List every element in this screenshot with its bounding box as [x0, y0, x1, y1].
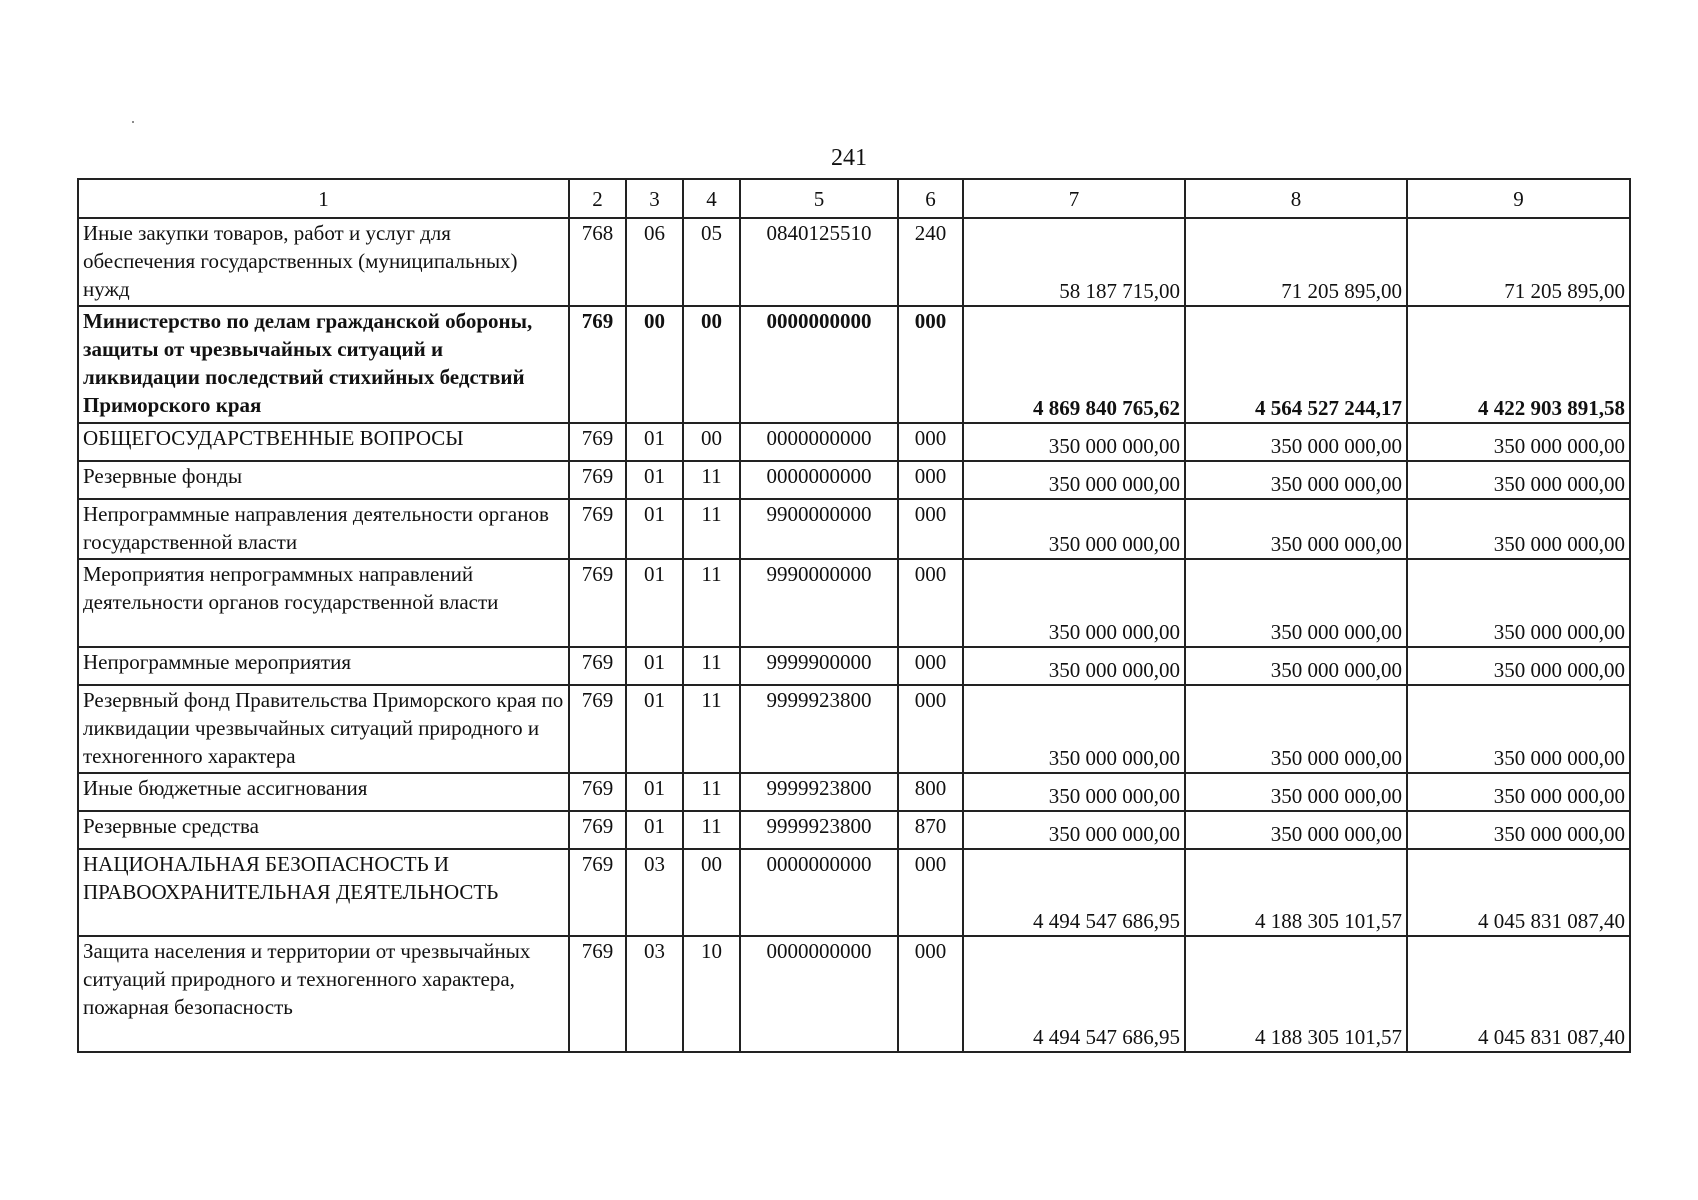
cell-code-4: 00: [683, 423, 740, 461]
row-name: Иные закупки товаров, работ и услуг для обеспечения государственных (муниципальных) нужд: [78, 218, 569, 306]
cell-amount-7: 350 000 000,00: [963, 461, 1185, 499]
cell-amount-8: 350 000 000,00: [1185, 773, 1407, 811]
row-name: Резервные фонды: [78, 461, 569, 499]
cell-code-5: 9900000000: [740, 499, 898, 559]
cell-amount-9: 350 000 000,00: [1407, 461, 1630, 499]
cell-code-4: 00: [683, 849, 740, 936]
table-row: [78, 647, 1630, 685]
cell-code-5: 0000000000: [740, 423, 898, 461]
cell-amount-7: 350 000 000,00: [963, 811, 1185, 849]
cell-amount-9: 4 422 903 891,58: [1407, 306, 1630, 423]
cell-amount-8: 350 000 000,00: [1185, 647, 1407, 685]
cell-amount-9: 4 045 831 087,40: [1407, 849, 1630, 936]
cell-amount-8: 71 205 895,00: [1185, 218, 1407, 306]
cell-code-5: 0000000000: [740, 461, 898, 499]
cell-code-3: 01: [626, 559, 683, 647]
cell-amount-9: 350 000 000,00: [1407, 499, 1630, 559]
column-header: 2: [569, 179, 626, 218]
cell-code-4: 11: [683, 499, 740, 559]
cell-code-5: 9990000000: [740, 559, 898, 647]
cell-code-6: 000: [898, 685, 963, 773]
cell-code-2: 769: [569, 647, 626, 685]
table-row: [78, 461, 1630, 499]
cell-amount-9: 350 000 000,00: [1407, 423, 1630, 461]
cell-amount-8: 350 000 000,00: [1185, 559, 1407, 647]
cell-code-3: 01: [626, 811, 683, 849]
cell-amount-9: 350 000 000,00: [1407, 685, 1630, 773]
cell-code-5: 0000000000: [740, 306, 898, 423]
cell-amount-8: 350 000 000,00: [1185, 685, 1407, 773]
cell-code-2: 769: [569, 936, 626, 1052]
cell-code-6: 000: [898, 647, 963, 685]
cell-code-3: 03: [626, 936, 683, 1052]
row-name: ОБЩЕГОСУДАРСТВЕННЫЕ ВОПРОСЫ: [78, 423, 569, 461]
cell-code-6: 000: [898, 936, 963, 1052]
cell-amount-9: 350 000 000,00: [1407, 647, 1630, 685]
column-header: 6: [898, 179, 963, 218]
table-row-ministry: [78, 306, 1630, 423]
cell-amount-7: 4 869 840 765,62: [963, 306, 1185, 423]
cell-code-4: 05: [683, 218, 740, 306]
cell-code-2: 769: [569, 811, 626, 849]
scan-speck: [132, 121, 134, 123]
column-header: 1: [78, 179, 569, 218]
cell-amount-7: 350 000 000,00: [963, 773, 1185, 811]
cell-amount-9: 4 045 831 087,40: [1407, 936, 1630, 1052]
cell-code-2: 769: [569, 499, 626, 559]
table-row: [78, 773, 1630, 811]
table-row: [78, 849, 1630, 936]
cell-code-6: 000: [898, 306, 963, 423]
column-header: 7: [963, 179, 1185, 218]
cell-code-6: 240: [898, 218, 963, 306]
cell-amount-7: 58 187 715,00: [963, 218, 1185, 306]
cell-code-3: 01: [626, 499, 683, 559]
cell-code-5: 9999923800: [740, 811, 898, 849]
row-name: Министерство по делам гражданской обороны, защиты от чрезвычайных ситуаций и ликвидации последствий стихийных бедствий Приморского края: [78, 306, 569, 423]
table-row: [78, 499, 1630, 559]
cell-code-6: 800: [898, 773, 963, 811]
cell-amount-9: 350 000 000,00: [1407, 773, 1630, 811]
column-header: 3: [626, 179, 683, 218]
cell-code-2: 769: [569, 773, 626, 811]
row-name: Защита населения и территории от чрезвычайных ситуаций природного и техногенного характера, пожарная безопасность: [78, 936, 569, 1052]
cell-code-2: 769: [569, 849, 626, 936]
cell-amount-7: 4 494 547 686,95: [963, 936, 1185, 1052]
cell-code-3: 06: [626, 218, 683, 306]
cell-code-3: 01: [626, 423, 683, 461]
cell-amount-7: 350 000 000,00: [963, 559, 1185, 647]
cell-amount-7: 350 000 000,00: [963, 685, 1185, 773]
cell-amount-8: 350 000 000,00: [1185, 811, 1407, 849]
cell-code-3: 00: [626, 306, 683, 423]
cell-code-4: 11: [683, 685, 740, 773]
cell-code-2: 769: [569, 306, 626, 423]
cell-code-6: 000: [898, 849, 963, 936]
cell-code-3: 01: [626, 461, 683, 499]
cell-code-4: 11: [683, 647, 740, 685]
cell-code-5: 9999923800: [740, 685, 898, 773]
cell-code-4: 11: [683, 811, 740, 849]
cell-code-5: 0840125510: [740, 218, 898, 306]
cell-amount-8: 4 188 305 101,57: [1185, 849, 1407, 936]
cell-code-4: 11: [683, 773, 740, 811]
cell-code-6: 870: [898, 811, 963, 849]
row-name: НАЦИОНАЛЬНАЯ БЕЗОПАСНОСТЬ И ПРАВООХРАНИТЕЛЬНАЯ ДЕЯТЕЛЬНОСТЬ: [78, 849, 569, 936]
row-name: Резервные средства: [78, 811, 569, 849]
cell-code-5: 0000000000: [740, 849, 898, 936]
cell-amount-8: 350 000 000,00: [1185, 423, 1407, 461]
header-row: [78, 179, 1630, 218]
cell-code-5: 9999900000: [740, 647, 898, 685]
column-header: 5: [740, 179, 898, 218]
column-header: 4: [683, 179, 740, 218]
cell-code-6: 000: [898, 423, 963, 461]
cell-code-5: 9999923800: [740, 773, 898, 811]
row-name: Непрограммные мероприятия: [78, 647, 569, 685]
cell-code-2: 769: [569, 685, 626, 773]
table-row: [78, 559, 1630, 647]
cell-code-3: 03: [626, 849, 683, 936]
cell-code-3: 01: [626, 685, 683, 773]
column-header: 8: [1185, 179, 1407, 218]
row-name: Иные бюджетные ассигнования: [78, 773, 569, 811]
page-number: 241: [831, 145, 867, 171]
cell-code-2: 769: [569, 559, 626, 647]
cell-code-5: 0000000000: [740, 936, 898, 1052]
table-row: [78, 811, 1630, 849]
cell-code-4: 00: [683, 306, 740, 423]
cell-amount-8: 350 000 000,00: [1185, 461, 1407, 499]
cell-code-6: 000: [898, 559, 963, 647]
row-name: Мероприятия непрограммных направлений деятельности органов государственной власти: [78, 559, 569, 647]
cell-code-4: 11: [683, 461, 740, 499]
cell-amount-9: 350 000 000,00: [1407, 559, 1630, 647]
table-row: [78, 423, 1630, 461]
cell-amount-9: 350 000 000,00: [1407, 811, 1630, 849]
table-body: [78, 218, 1630, 1052]
cell-amount-8: 4 564 527 244,17: [1185, 306, 1407, 423]
cell-code-3: 01: [626, 647, 683, 685]
table-row: [78, 936, 1630, 1052]
cell-code-3: 01: [626, 773, 683, 811]
table-row: [78, 685, 1630, 773]
cell-amount-8: 350 000 000,00: [1185, 499, 1407, 559]
table-row: [78, 218, 1630, 306]
cell-amount-7: 350 000 000,00: [963, 423, 1185, 461]
cell-code-2: 768: [569, 218, 626, 306]
cell-code-6: 000: [898, 461, 963, 499]
column-header: 9: [1407, 179, 1630, 218]
budget-table: [77, 178, 1631, 1053]
cell-code-4: 11: [683, 559, 740, 647]
cell-code-6: 000: [898, 499, 963, 559]
cell-code-4: 10: [683, 936, 740, 1052]
cell-amount-7: 350 000 000,00: [963, 499, 1185, 559]
cell-amount-8: 4 188 305 101,57: [1185, 936, 1407, 1052]
row-name: Непрограммные направления деятельности органов государственной власти: [78, 499, 569, 559]
cell-amount-9: 71 205 895,00: [1407, 218, 1630, 306]
cell-code-2: 769: [569, 461, 626, 499]
cell-amount-7: 350 000 000,00: [963, 647, 1185, 685]
row-name: Резервный фонд Правительства Приморского края по ликвидации чрезвычайных ситуаций природного и техногенного характера: [78, 685, 569, 773]
cell-code-2: 769: [569, 423, 626, 461]
cell-amount-7: 4 494 547 686,95: [963, 849, 1185, 936]
